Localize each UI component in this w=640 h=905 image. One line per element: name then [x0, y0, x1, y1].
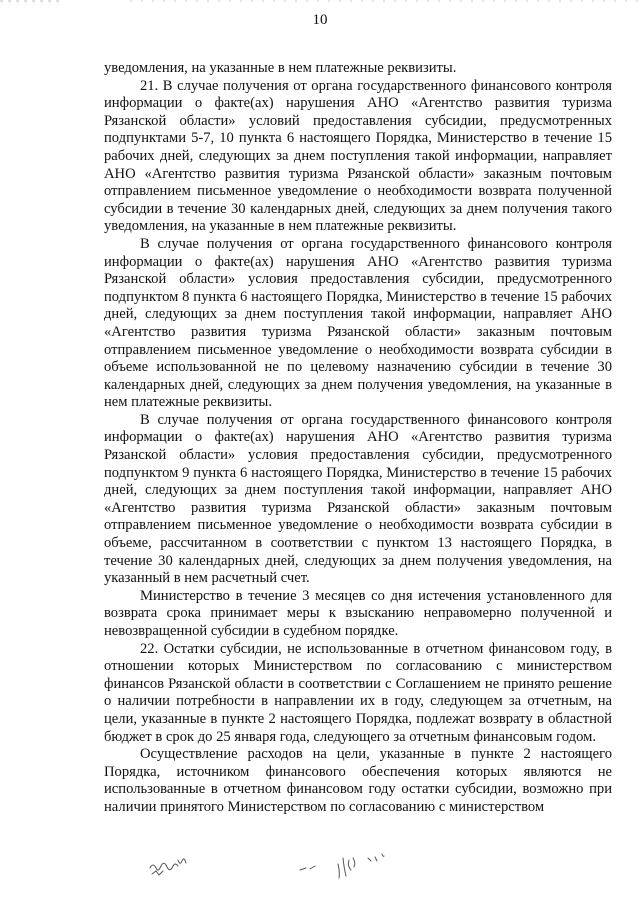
paragraph-subitem-8: В случае получения от органа государственного финансового контроля информации о факте(ах) нарушения АНО «Агентство развития туризма Рязанской области» условия предоставления субсидии, предусмотренного подпунктом 8 пункта 6 настоящего Порядка, Министерство в течение 15 рабочих дней, следующих за днем поступления такой информации, направляет АНО «Агентство развития туризма Рязанской области» заказным почтовым отправлением письменное уведомление о необходимости возврата субсидии в объеме использованной не по целевому назначению субсидии в течение 30 календарных дней, следующих за днем получения уведомления, на указанные в нем платежные реквизиты.: [104, 235, 612, 411]
scan-edge-marks: [0, 0, 640, 4]
document-body: [104, 60, 612, 817]
paragraph-expenses: Осуществление расходов на цели, указанные в пункте 2 настоящего Порядка, источником финансового обеспечения которых являются не использованные в отчетном финансовом году остатки субсидии, возможно при наличии принятого Министерством по согласованию с министерством: [104, 746, 612, 815]
handwritten-scribbles: [0, 840, 640, 900]
page-number: 10: [312, 12, 328, 28]
paragraph-continuation: уведомления, на указанные в нем платежные реквизиты.: [104, 60, 457, 76]
paragraph-item-21: 21. В случае получения от органа государственного финансового контроля информации о факте(ах) нарушения АНО «Агентство развития туризма Рязанской области» условий предоставления субсидии, предусмотренных подпунктами 5-7, 10 пункта 6 настоящего Порядка, Министерство в течение 15 рабочих дней, следующих за днем поступления такой информации, направляет АНО «Агентство развития туризма Рязанской области» заказным почтовым отправлением письменное уведомление о необходимости возврата полученной субсидии в течение 30 календарных дней, следующих за днем получения такого уведомления, на указанные в нем платежные реквизиты.: [104, 77, 612, 235]
paragraph-subitem-9: В случае получения от органа государственного финансового контроля информации о факте(ах) нарушения АНО «Агентство развития туризма Рязанской области» условия предоставления субсидии, предусмотренного подпунктом 9 пункта 6 настоящего Порядка, Министерство в течение 15 рабочих дней, следующих за днем поступления такой информации, направляет АНО «Агентство развития туризма Рязанской области» заказным почтовым отправлением письменное уведомление о необходимости возврата субсидии в объеме, рассчитанном в соответствии с пунктом 13 настоящего Порядка, в течение 30 календарных дней, следующих за днем получения уведомления, на указанный в нем расчетный счет.: [104, 411, 612, 587]
paragraph-recovery: Министерство в течение 3 месяцев со дня истечения установленного для возврата срока принимает меры к взысканию неправомерно полученной и невозвращенной субсидии в судебном порядке.: [104, 587, 612, 639]
paragraph-item-22: 22. Остатки субсидии, не использованные в отчетном финансовом году, в отношении которых Министерством по согласованию с министерством финансов Рязанской области в соответствии с Соглашением не принято решение о наличии потребности в направлении их в году, следующем за отчетным, на цели, указанные в пункте 2 настоящего Порядка, подлежат возврату в областной бюджет в срок до 25 января года, следующего за отчетным финансовым годом.: [104, 640, 612, 745]
